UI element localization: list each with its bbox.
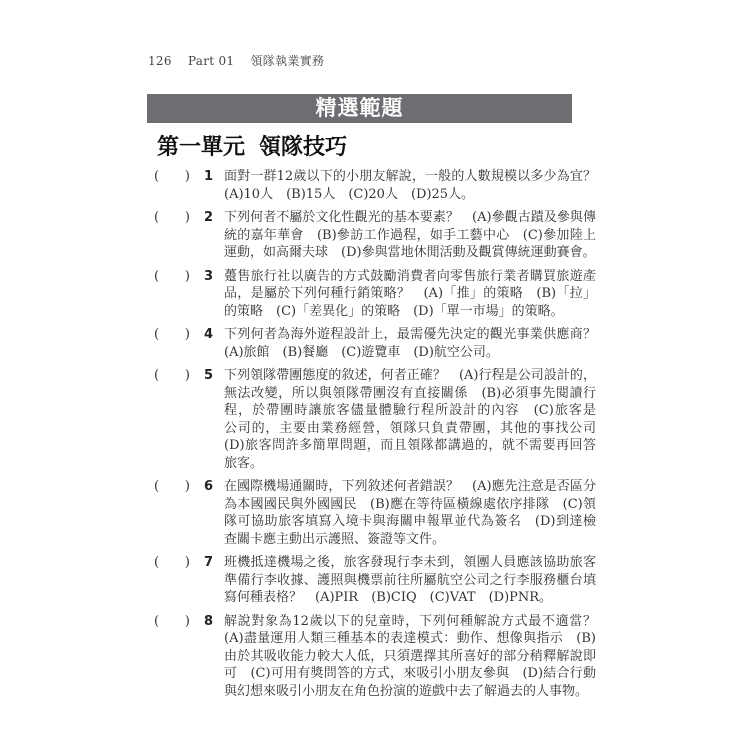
question-number: 8 — [204, 613, 214, 629]
question-text — [224, 268, 596, 321]
answer-bracket[interactable] — [154, 326, 190, 344]
question-item — [154, 326, 599, 361]
question-line: 運動，如高爾夫球 (D)參與當地休閒活動及觀賞傳統運動賽會。 — [224, 245, 596, 260]
question-line: 為本國國民與外國國民 (B)應在等待區橫線處依序排隊 (C)領 — [224, 496, 596, 512]
question-number: 1 — [204, 169, 214, 184]
answer-bracket[interactable] — [154, 554, 190, 572]
question-line: 由於其吸收能力較大人低，只須選擇其所喜好的部分稍釋解說即 — [224, 648, 596, 664]
answer-bracket-close: ) — [184, 613, 190, 629]
answer-bracket-open: ( — [154, 368, 160, 383]
answer-bracket[interactable] — [154, 268, 190, 286]
section-banner: 精選範題 — [147, 94, 572, 123]
question-line: 班機抵達機場之後，旅客發現行李未到，領團人員應該協助旅客 — [224, 555, 596, 570]
question-number: 2 — [204, 210, 214, 225]
answer-bracket[interactable] — [154, 613, 190, 631]
answer-bracket-open: ( — [154, 268, 160, 284]
question-line: 隊可協助旅客填寫入境卡與海關申報單並代為簽名 (D)到達檢 — [224, 514, 596, 529]
question-text — [224, 209, 596, 262]
question-line: 解說對象為12歲以下的兒童時，下列何種解說方式最不適當？ — [224, 613, 596, 629]
answer-bracket-open: ( — [154, 169, 160, 184]
question-line: (A)10人 (B)15人 (C)20人 (D)25人。 — [224, 186, 475, 202]
question-line: 寫何種表格？ (A)PIR (B)CIQ (C)VAT (D)PNR。 — [224, 590, 553, 605]
question-line: 在國際機場通關時，下列敘述何者錯誤？ (A)應先注意是否區分 — [224, 479, 596, 494]
question-line: 與幻想來吸引小朋友在角色扮演的遊戲中去了解過去的人事物。 — [224, 683, 589, 699]
question-item — [154, 478, 599, 548]
answer-bracket-close: ) — [184, 555, 190, 570]
question-number: 5 — [204, 368, 214, 383]
answer-bracket-close: ) — [184, 268, 190, 284]
question-item — [154, 268, 599, 321]
answer-bracket[interactable] — [154, 367, 190, 385]
question-item — [154, 209, 599, 262]
question-list — [154, 168, 599, 706]
question-line: 無法改變，所以與領隊帶團沒有直接關係 (B)必須事先閱讀行 — [224, 385, 596, 401]
question-number: 3 — [204, 268, 214, 284]
question-line: (A)盡量運用人類三種基本的表達模式：動作、想像與指示 (B) — [224, 631, 596, 646]
question-line: 旅客。 — [224, 455, 264, 471]
answer-bracket-open: ( — [154, 613, 160, 629]
question-number: 6 — [204, 479, 214, 494]
question-line: 可 (C)可用有獎問答的方式，來吸引小朋友參與 (D)結合行動 — [224, 666, 596, 681]
question-number: 4 — [204, 327, 214, 342]
question-line: 下列何者為海外遊程設計上，最需優先決定的觀光事業供應商？ — [224, 327, 596, 342]
question-item — [154, 613, 599, 701]
question-line: 品，是屬於下列何種行銷策略？ (A)「推」的策略 (B)「拉」 — [224, 286, 596, 301]
question-line: 的策略 (C)「差異化」的策略 (D)「單一市場」的策略。 — [224, 303, 564, 319]
answer-bracket-close: ) — [184, 368, 190, 383]
question-line: 準備行李收據、護照與機票前往所屬航空公司之行李服務櫃台填 — [224, 572, 596, 588]
question-line: 下列何者不屬於文化性觀光的基本要素？ (A)參觀古蹟及參與傳 — [224, 210, 596, 225]
question-line: 面對一群12歲以下的小朋友解說，一般的人數規模以多少為宜？ — [224, 169, 596, 184]
question-line: 公司的，主要由業務經營，領隊只負責帶團，其他的事找公司 — [224, 420, 596, 436]
unit-heading — [157, 134, 361, 162]
answer-bracket-close: ) — [184, 327, 190, 342]
answer-bracket-open: ( — [154, 210, 160, 225]
question-text — [224, 613, 596, 701]
question-text — [224, 478, 596, 548]
answer-bracket-close: ) — [184, 479, 190, 494]
answer-bracket[interactable] — [154, 209, 190, 227]
page-number: 126 — [148, 54, 172, 68]
unit-number: 第一單元 — [157, 135, 246, 160]
answer-bracket[interactable] — [154, 478, 190, 496]
question-text — [224, 554, 596, 607]
question-text — [224, 168, 596, 203]
answer-bracket-open: ( — [154, 327, 160, 342]
answer-bracket[interactable] — [154, 168, 190, 186]
question-line: 統的嘉年華會 (B)參訪工作過程，如手工藝中心 (C)參加陸上 — [224, 227, 596, 243]
question-item — [154, 168, 599, 203]
answer-bracket-close: ) — [184, 210, 190, 225]
question-line: (D)旅客問許多簡單問題，而且領隊都講過的，就不需要再回答 — [224, 438, 596, 453]
answer-bracket-open: ( — [154, 555, 160, 570]
part-label: Part 01 — [187, 54, 235, 68]
question-line: 查關卡應主動出示護照、簽證等文件。 — [224, 531, 446, 547]
question-text — [224, 367, 596, 472]
answer-bracket-open: ( — [154, 479, 160, 494]
question-item — [154, 367, 599, 472]
question-text — [224, 326, 596, 361]
chapter-title: 領隊執業實務 — [250, 54, 325, 68]
question-line: (A)旅館 (B)餐廳 (C)遊覽車 (D)航空公司。 — [224, 344, 499, 360]
question-item — [154, 554, 599, 607]
question-line: 程，於帶團時讓旅客儘量體驗行程所設計的內容 (C)旅客是 — [224, 403, 596, 418]
question-number: 7 — [204, 555, 214, 570]
question-line: 下列領隊帶團態度的敘述，何者正確？ (A)行程是公司設計的， — [224, 368, 596, 383]
answer-bracket-close: ) — [184, 169, 190, 184]
running-header — [148, 52, 336, 69]
unit-title: 領隊技巧 — [259, 135, 348, 160]
question-line: 躉售旅行社以廣告的方式鼓勵消費者向零售旅行業者購買旅遊產 — [224, 268, 596, 284]
